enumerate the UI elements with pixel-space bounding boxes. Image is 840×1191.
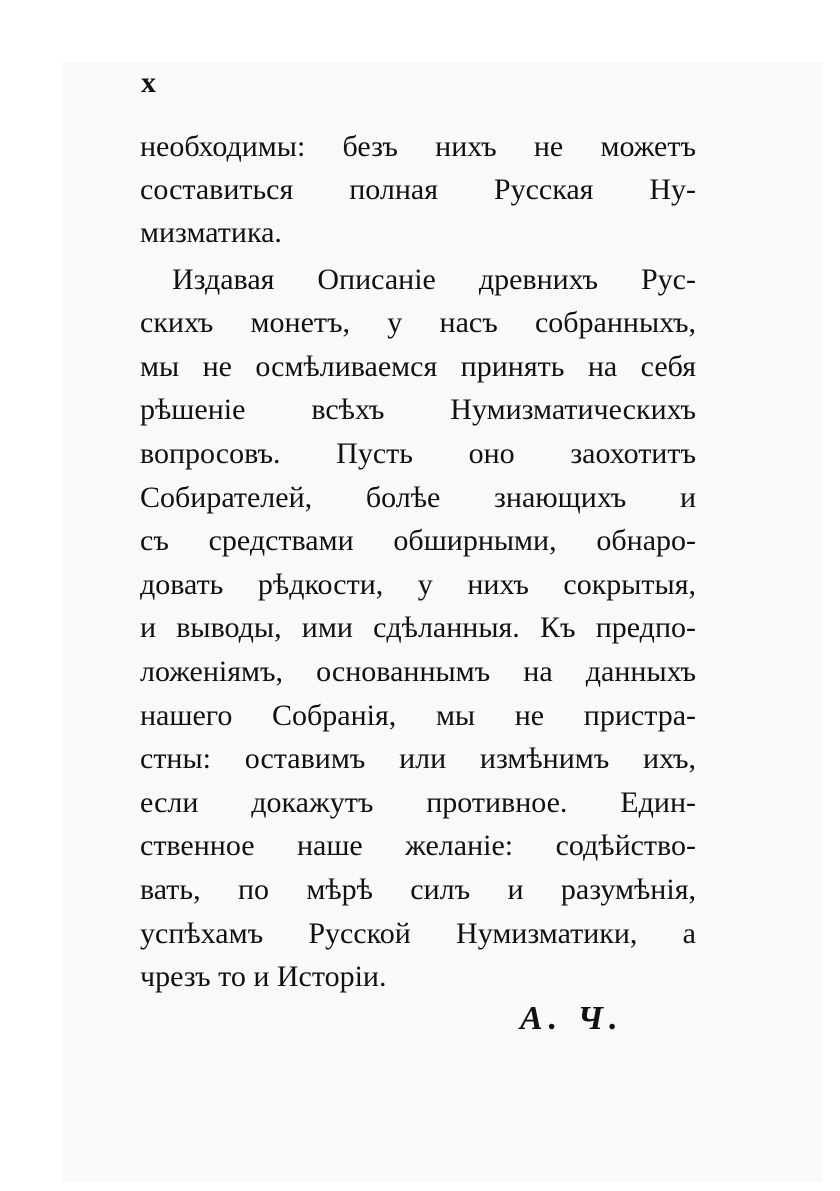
text-line: составиться полная Русская Ну- <box>140 173 696 206</box>
page-number: x <box>141 66 156 99</box>
text-line: мизматика. <box>140 216 282 249</box>
text-line: ственное наше желаніе: содѣйство- <box>140 829 696 862</box>
text-line: рѣшеніе всѣхъ Нумизматическихъ <box>140 393 696 426</box>
text-line: и выводы, ими сдѣланныя. Къ предпо- <box>140 611 696 644</box>
text-line: Издавая Описаніе древнихъ Рус- <box>172 263 696 296</box>
text-line: скихъ монетъ, у насъ собранныхъ, <box>140 306 696 339</box>
text-line: ложеніямъ, основаннымъ на данныхъ <box>140 655 696 688</box>
text-line: мы не осмѣливаемся принять на себя <box>140 350 696 383</box>
text-line: если докажутъ противное. Един- <box>140 786 696 819</box>
text-line: успѣхамъ Русской Нумизматики, а <box>140 917 696 950</box>
text-line: довать рѣдкости, у нихъ сокрытыя, <box>140 568 696 601</box>
text-line: стны: оставимъ или измѣнимъ ихъ, <box>140 742 696 775</box>
text-line: чрезъ то и Исторіи. <box>140 960 387 993</box>
text-line: необходимы: безъ нихъ не можетъ <box>140 130 696 163</box>
text-line: Собирателей, болѣе знающихъ и <box>140 481 696 514</box>
text-line: съ средствами обширными, обнаро- <box>140 524 696 557</box>
signature: А. Ч. <box>520 1000 624 1037</box>
text-line: вать, по мѣрѣ силъ и разумѣнія, <box>140 873 696 906</box>
text-line: нашего Собранія, мы не пристра- <box>140 699 696 732</box>
text-line: вопросовъ. Пусть оно заохотитъ <box>140 437 696 470</box>
